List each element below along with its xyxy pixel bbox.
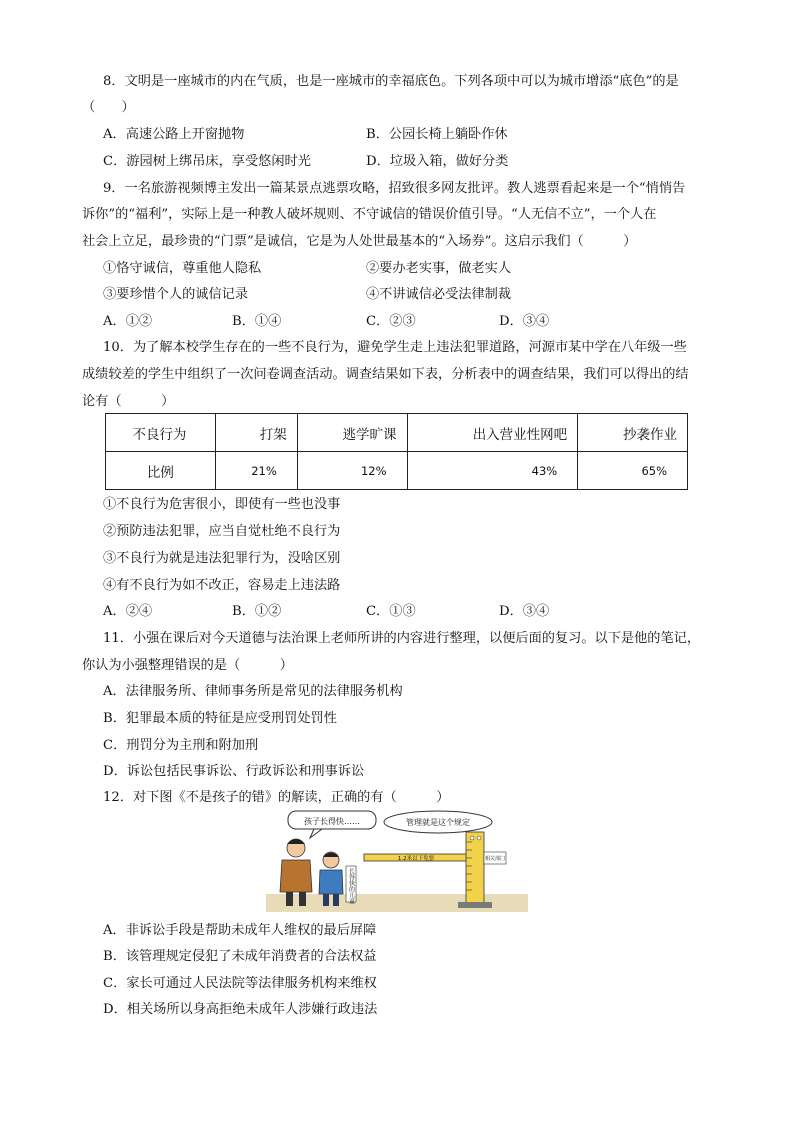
q10-statement-1: ①不良行为危害很小，即使有一些也没事 [103,497,341,512]
q8-option-b: B．公园长椅上躺卧作休 [366,127,508,142]
table-cell: 43% [407,452,578,490]
table-row [106,452,688,490]
q11-stem-line2: 你认为小强整理错误的是（ ） [82,658,293,673]
table-header-row [106,414,688,452]
q12-option-a: A．非诉讼手段是帮助未成年人维权的最后屏障 [103,923,377,938]
q11-stem-line1: 11．小强在课后对今天道德与法治课上老师所讲的内容进行整理，以便后面的复习。以下是他的笔记， [103,631,701,646]
table-header-cell: 逃学旷课 [297,414,407,452]
q9-option-b: B．①④ [232,314,282,329]
q8-stem-line2: （ ） [82,100,135,115]
bubble-left-text: 孩子长得快…… [304,817,360,826]
q8-stem-line1: 8．文明是一座城市的内在气质，也是一座城市的幸福底色。下列各项中可以为城市增添“底色”的是 [103,74,679,89]
q11-option-b: B．犯罪最本质的特征是应受刑罚处罚性 [103,711,337,726]
q9-option-a: A．①② [103,314,153,329]
q8-option-a: A．高速公路上开窗抛物 [103,127,245,142]
table-header-cell: 出入营业性网吧 [407,414,578,452]
q10-statement-2: ②预防违法犯罪，应当自觉杜绝不良行为 [103,524,341,539]
q11-option-a: A．法律服务所、律师事务所是常见的法律服务机构 [103,684,403,699]
table-cell: 21% [215,452,297,490]
q9-option-c: C．②③ [366,314,416,329]
q9-stem-line1: 9．一名旅游视频博主发出一篇某景点逃票攻略，招致很多网友批评。教人逃票看起来是一个“悄悄告 [103,181,686,196]
table-cell: 12% [297,452,407,490]
q10-stem-line2: 成绩较差的学生中组织了一次问卷调查活动。调查结果如下表，分析表中的调查结果，我们可以得出的结 [82,367,689,382]
q10-statement-4: ④有不良行为如不改正，容易走上违法路 [103,578,341,593]
table-cell: 比例 [106,452,216,490]
department-sign: 相关部门 [484,856,506,862]
q9-statement-2: ②要办老实事，做老实人 [366,261,512,276]
q12-option-b: B．该管理规定侵犯了未成年消费者的合法权益 [103,949,377,964]
q9-stem-line3: 社会上立足，最珍贵的“门票”是诚信，它是为人处世最基本的“入场券”。这启示我们（ ） [82,234,637,249]
q9-option-d: D．③④ [499,314,550,329]
q10-option-c: C．①③ [366,604,416,619]
q12-option-d: D．相关场所以身高拒绝未成年人涉嫌行政违法 [103,1002,378,1017]
q8-option-d: D．垃圾入箱，做好分类 [366,154,509,169]
q11-option-d: D．诉讼包括民事诉讼、行政诉讼和刑事诉讼 [103,764,365,779]
bubble-right-text: 管理就是这个规定 [406,818,470,827]
q11-option-c: C．刑罚分为主刑和附加刑 [103,738,259,753]
table-header-cell: 不良行为 [106,414,216,452]
q8-option-c: C．游园树上绑吊床，享受悠闲时光 [103,154,311,169]
child-label: 长得快的儿童 [347,868,355,904]
cartoon-image [266,808,528,912]
survey-table [105,413,688,490]
height-bar-label: 1.2米以下免票 [397,856,435,862]
q10-stem-line3: 论有（ ） [82,394,175,409]
q9-statement-1: ①恪守诚信，尊重他人隐私 [103,261,262,276]
q10-statement-3: ③不良行为就是违法犯罪行为，没啥区别 [103,551,341,566]
q9-stem-line2: 诉你”的“福利”，实际上是一种教人破坏规则、不守诚信的错误价值引导。“人无信不立”，一个人在 [82,207,657,222]
q12-stem-line1: 12．对下图《不是孩子的错》的解读，正确的有（ ） [103,790,450,805]
q12-option-c: C．家长可通过人民法院等法律服务机构来维权 [103,976,377,991]
q10-option-b: B．①② [232,604,282,619]
q10-option-d: D．③④ [499,604,550,619]
table-header-cell: 抄袭作业 [578,414,688,452]
q10-stem-line1: 10．为了解本校学生存在的一些不良行为，避免学生走上违法犯罪道路，河源市某中学在八年级一些 [103,340,687,355]
table-cell: 65% [578,452,688,490]
table-header-cell: 打架 [215,414,297,452]
q10-option-a: A．②④ [103,604,153,619]
q9-statement-4: ④不讲诚信必受法律制裁 [366,287,512,302]
q9-statement-3: ③要珍惜个人的诚信记录 [103,287,249,302]
